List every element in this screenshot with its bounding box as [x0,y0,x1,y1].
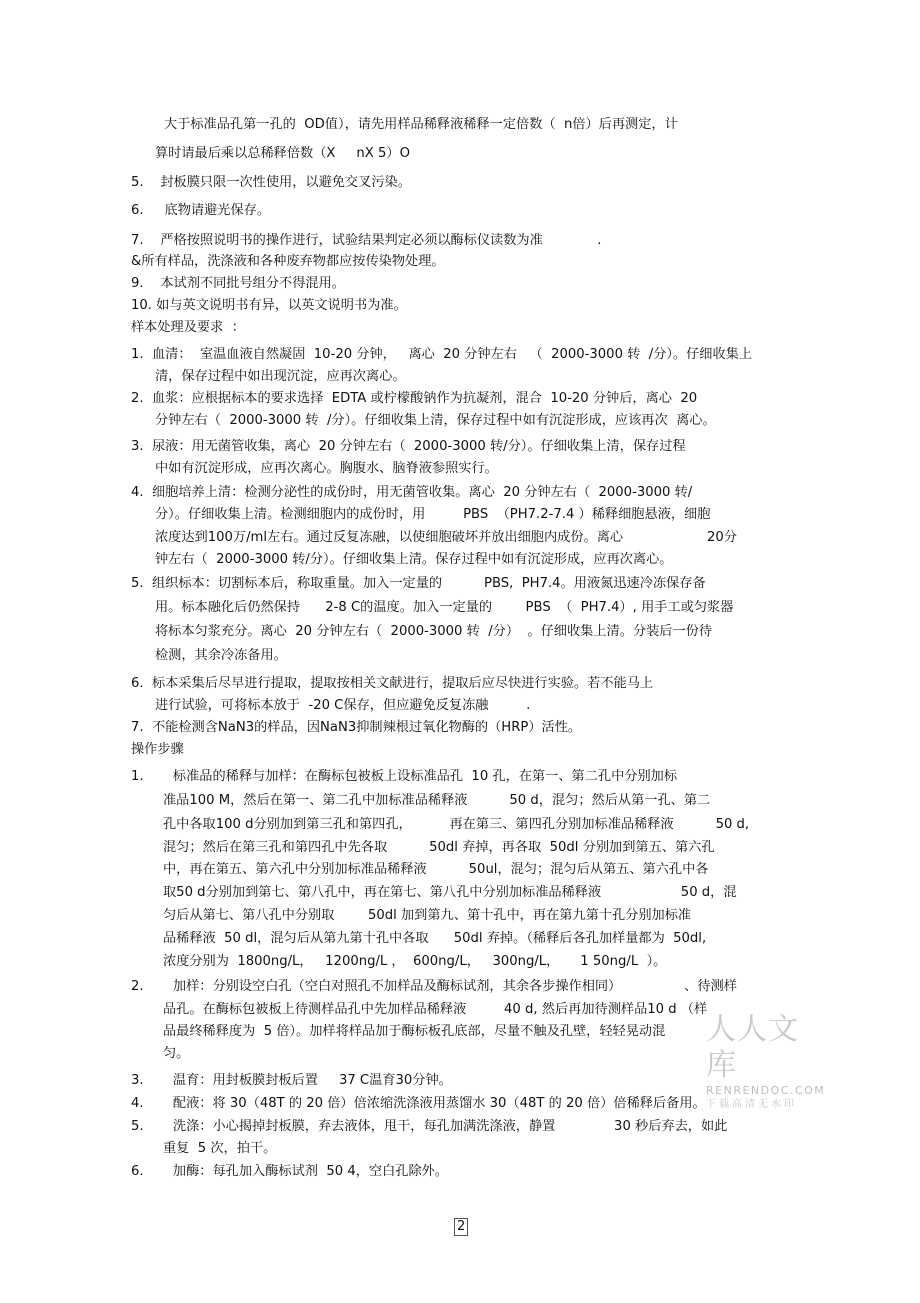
text-line: 2. 加样：分别设空白孔（空白对照孔不加样品及酶标试剂，其余各步操作相同） 、待测样 [131,979,737,994]
text-line: 算时请最后乘以总稀释倍数（X nX 5）O [155,146,410,161]
text-line: 5. 组织标本：切割标本后，称取重量。加入一定量的 PBS, PH7.4。用液氮迅速冷冻保存备 [131,576,706,591]
text-line: 品最终稀释度为 5 倍）。加样将样品加于酶标板孔底部，尽量不触及孔壁，轻轻晃动混 [163,1024,666,1039]
text-line: 4. 配液：将 30（48T 的 20 倍）倍浓缩洗涤液用蒸馏水 30（48T 的 20 倍）倍稀释后备用。 [131,1096,706,1111]
text-line: 钟左右（ 2000-3000 转/分）。仔细收集上清。保存过程中如有沉淀形成，应再次离心。 [155,552,673,567]
text-line: 1. 标准品的稀释与加样：在酶标包被板上设标准品孔 10 孔，在第一、第二孔中分别加标 [131,769,678,784]
text-line: 5. 洗涤：小心揭掉封板膜，弃去液体，甩干，每孔加满洗涤液，静置 30 秒后弃去，如此 [131,1119,728,1134]
text-line: 5. 封板膜只限一次性使用，以避免交叉污染。 [131,175,411,190]
text-line: 3. 尿液：用无菌管收集，离心 20 分钟左右（ 2000-3000 转/分）。仔细收集上清，保存过程 [131,439,686,454]
text-line: 6. 标本采集后尽早进行提取，提取按相关文献进行，提取后应尽快进行实验。若不能马上 [131,676,654,691]
text-line: 6. 底物请避光保存。 [131,203,271,218]
text-line: 大于标准品孔第一孔的 OD值），请先用样品稀释液稀释一定倍数（ n倍）后再测定，计 [164,117,678,132]
text-line: 匀。 [163,1046,190,1061]
text-line: 3. 温育：用封板膜封板后置 37 C温育30分钟。 [131,1073,452,1088]
text-line: 孔中各取100 d分别加到第三孔和第四孔， 再在第三、第四孔分别加标准品稀释液 50 d, [163,817,750,832]
text-line: 6. 加酶：每孔加入酶标试剂 50 4，空白孔除外。 [131,1164,449,1179]
text-line: 中，再在第五、第六孔中分别加标准品稀释液 50ul，混匀；混匀后从第五、第六孔中各 [163,862,709,877]
section-heading: 操作步骤 [131,742,184,757]
text-line: 进行试验，可将标本放于 -20 C保存，但应避免反复冻融 . [155,698,531,713]
text-line: 10. 如与英文说明书有异，以英文说明书为准。 [131,298,407,313]
watermark [706,1012,826,1112]
watermark-title: 人人文库 [706,1012,799,1083]
text-line: 混匀；然后在第三孔和第四孔中先各取 50dl 弃掉，再各取 50dl 分别加到第五、第六孔 [163,840,715,855]
text-line: 清，保存过程中如出现沉淀，应再次离心。 [155,369,406,384]
text-line: 检测，其余冷冻备用。 [155,648,287,663]
text-line: 2. 血浆：应根据标本的要求选择 EDTA 或柠檬酸钠作为抗凝剂，混合 10-20 分钟后，离心 20 [131,391,698,406]
text-line: 将标本匀浆充分。离心 20 分钟左右（ 2000-3000 转 /分） 。仔细收集上清。分装后一份待 [155,624,713,639]
text-line: 1. 血清： 室温血液自然凝固 10-20 分钟， 离心 20 分钟左右 （ 2000-3000 转 /分）。仔细收集上 [131,347,753,362]
text-line: 浓度达到100万/ml左右。通过反复冻融，以使细胞破坏并放出细胞内成份。离心 20分 [155,530,737,545]
section-heading: 样本处理及要求 ： [131,320,245,335]
text-line: 9. 本试剂不同批号组分不得混用。 [131,276,345,291]
watermark-site: RENRENDOC.COM [706,1084,826,1097]
text-line: 7. 严格按照说明书的操作进行，试验结果判定必须以酶标仪读数为准 . [131,233,602,248]
text-line: 品稀释液 50 dl，混匀后从第九第十孔中各取 50dl 弃掉。（稀释后各孔加样量都为 50dl, [163,931,707,946]
text-line: 重复 5 次，拍干。 [163,1141,277,1156]
text-line: 品孔。在酶标包被板上待测样品孔中先加样品稀释液 40 d, 然后再加待测样品10 d （样 [163,1002,708,1017]
watermark-tagline: 下载高清无水印 [706,1099,797,1110]
page-number: 2 [454,1218,468,1236]
text-line: 分）。仔细收集上清。检测细胞内的成份时，用 PBS （PH7.2-7.4 ）稀释细胞悬液，细胞 [155,507,711,522]
text-line: 中如有沉淀形成，应再次离心。胸腹水、脑脊液参照实行。 [155,461,498,476]
text-line: 准品100 M，然后在第一、第二孔中加标准品稀释液 50 d，混匀；然后从第一孔、第二 [163,793,711,808]
text-line: 取50 d分别加到第七、第八孔中，再在第七、第八孔中分别加标准品稀释液 50 d，混 [163,885,737,900]
text-line: 4. 细胞培养上清：检测分泌性的成份时，用无菌管收集。离心 20 分钟左右（ 2000-3000 转/ [131,485,693,500]
text-line: 分钟左右（ 2000-3000 转 /分）。仔细收集上清，保存过程中如有沉淀形成，应该再次 离心。 [155,413,716,428]
text-line: 浓度分别为 1800ng/L， 1200ng/L ， 600ng/L， 300ng/L， 1 50ng/L ）。 [163,954,667,969]
text-line: 7. 不能检测含NaN3的样品，因NaN3抑制辣根过氧化物酶的（HRP）活性。 [131,720,582,735]
text-line: 匀后从第七、第八孔中分别取 50dl 加到第九、第十孔中，再在第九第十孔分别加标准 [163,908,692,923]
text-line: &所有样品，洗涤液和各种废弃物都应按传染物处理。 [131,254,445,269]
text-line: 用。标本融化后仍然保持 2-8 C的温度。加入一定量的 PBS （ PH7.4）, 用手工或匀浆器 [155,600,734,615]
